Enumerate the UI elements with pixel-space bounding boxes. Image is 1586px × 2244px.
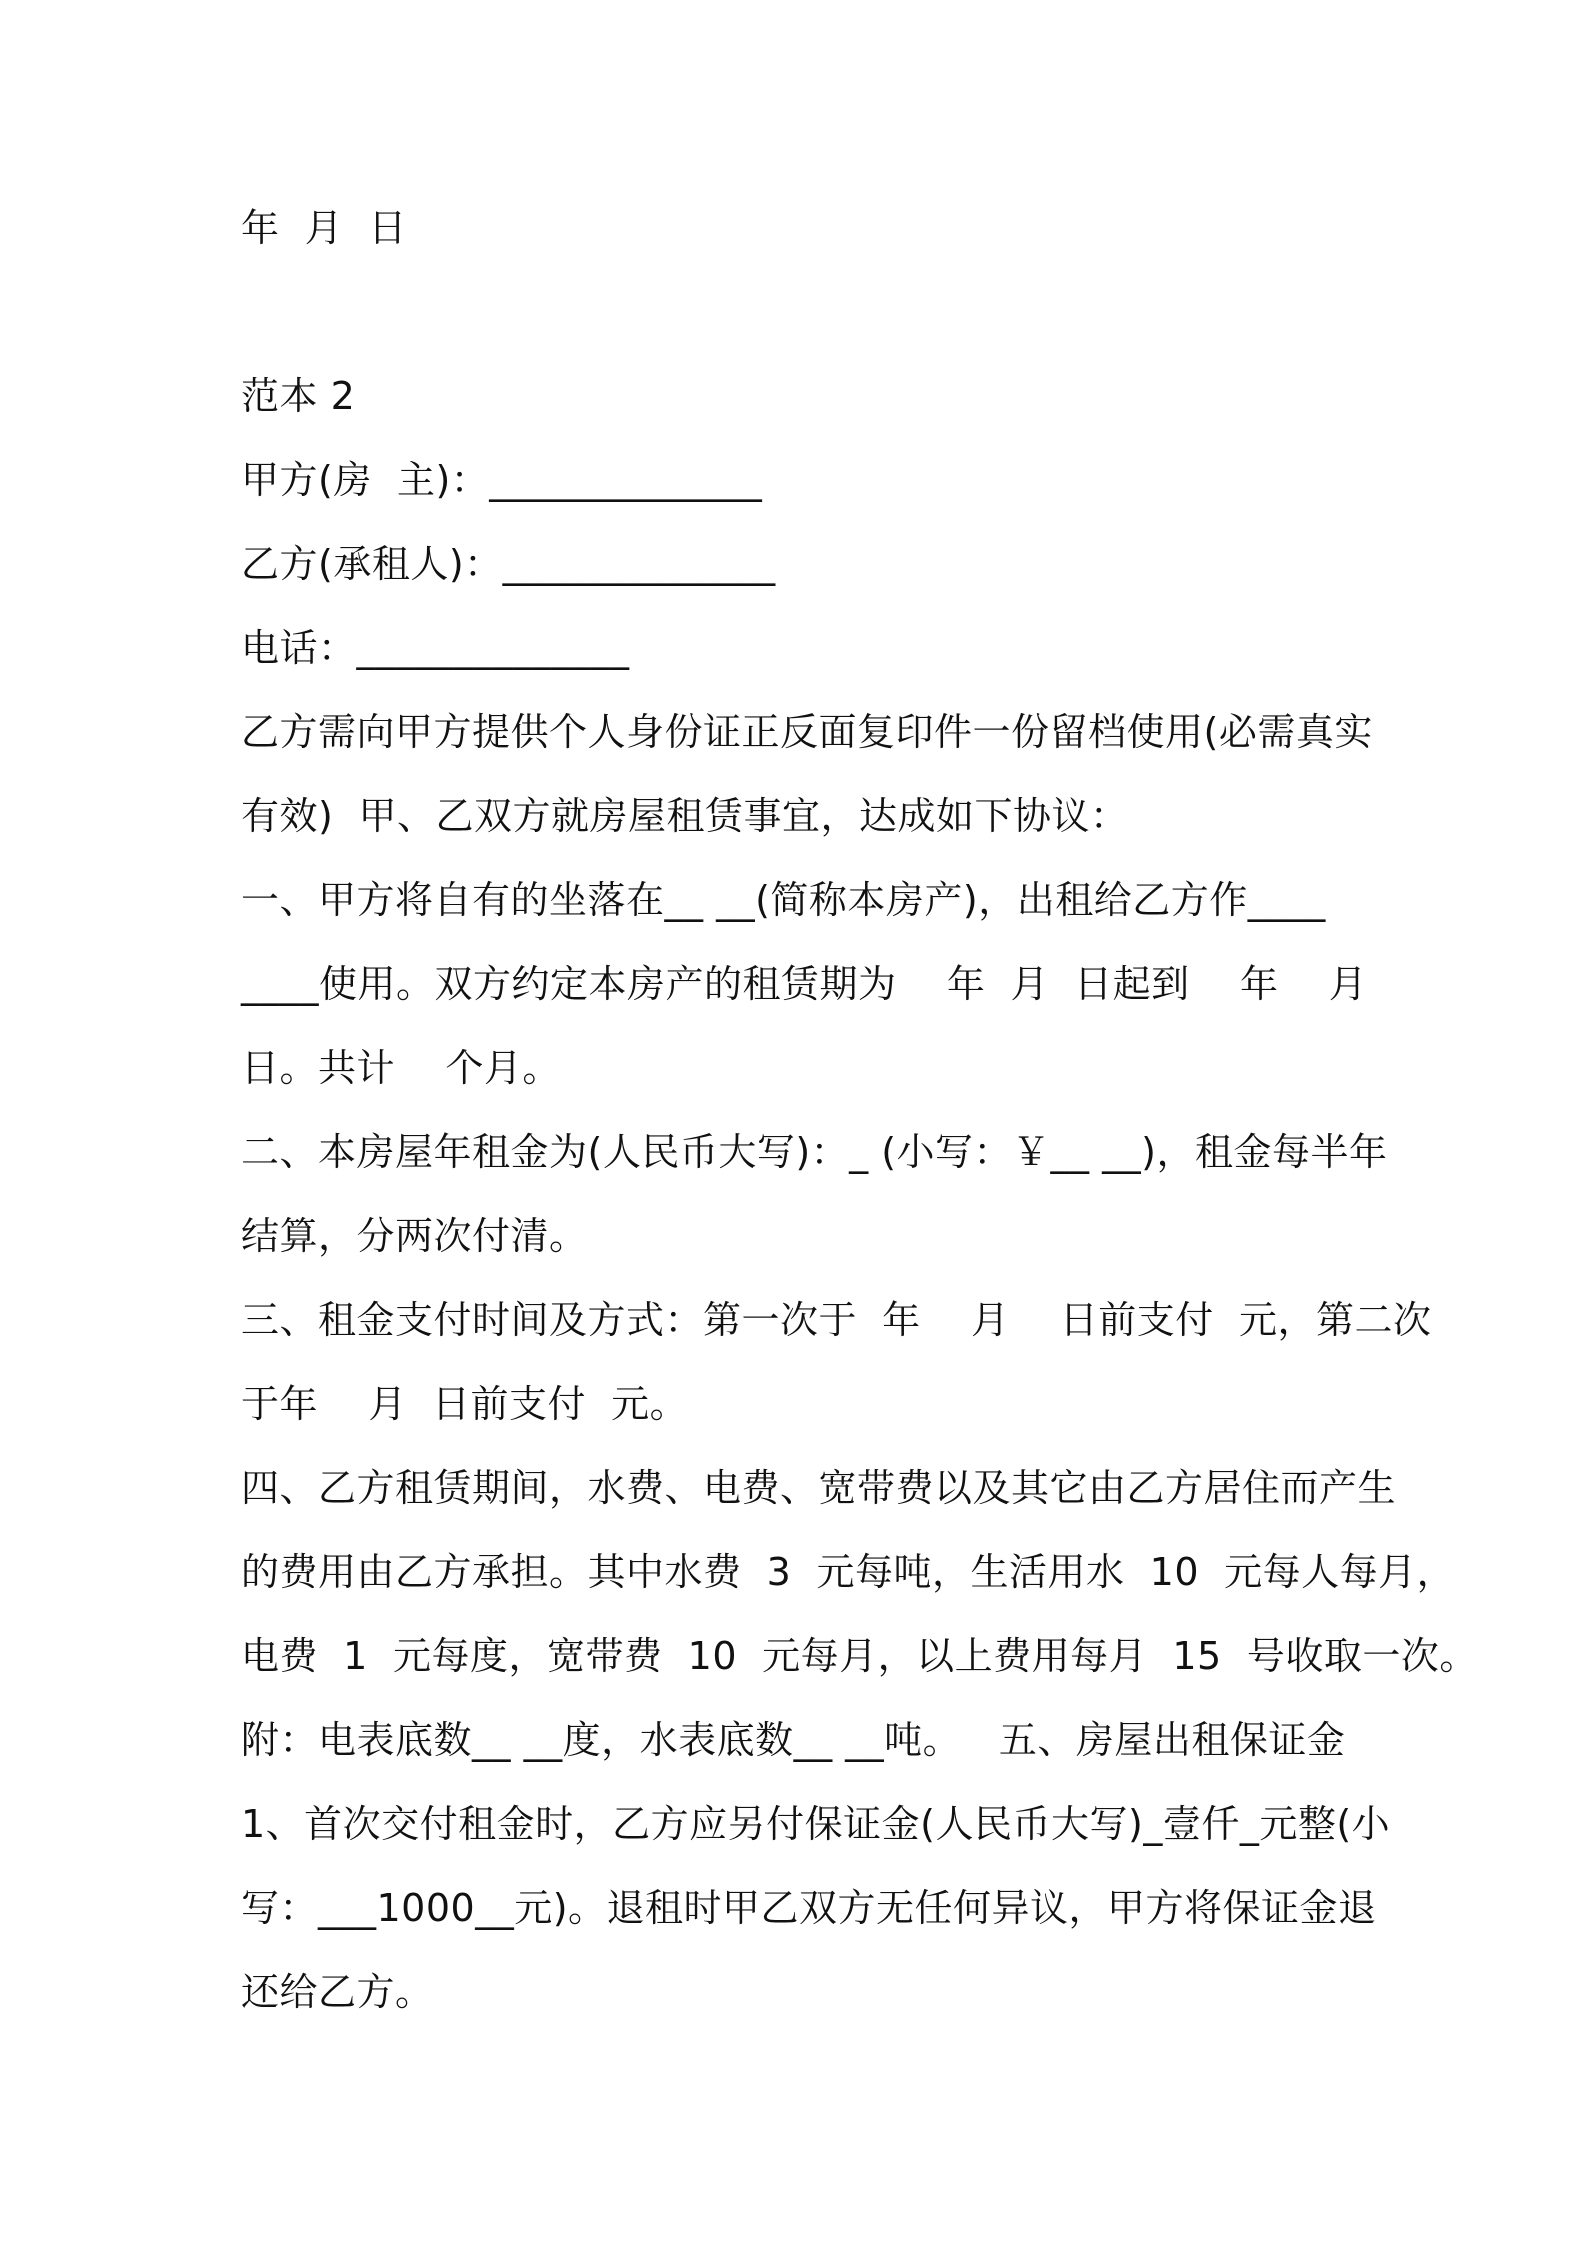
deposit-line: 还给乙方。 bbox=[241, 1970, 434, 2014]
paragraph-line: 乙方需向甲方提供个人身份证正反面复印件一份留档使用(必需真实 bbox=[241, 710, 1373, 754]
clause-4-line: 的费用由乙方承担。其中水费 3 元每吨，生活用水 10 元每人每月， bbox=[241, 1550, 1456, 1594]
clause-1-line: ____使用。双方约定本房产的租赁期为 年 月 日起到 年 月 bbox=[241, 962, 1368, 1006]
party-a-line: 甲方(房 主)：______________ bbox=[241, 458, 763, 502]
phone-line: 电话：______________ bbox=[241, 626, 630, 670]
template-title: 范本 2 bbox=[241, 374, 356, 418]
clause-1-line: 日。共计 个月。 bbox=[241, 1046, 561, 1090]
clause-3-line: 三、租金支付时间及方式：第一次于 年 月 日前支付 元，第二次 bbox=[241, 1298, 1432, 1342]
deposit-line: 写：___1000__元)。退租时甲乙双方无任何异议，甲方将保证金退 bbox=[241, 1886, 1377, 1930]
clause-3-line: 于年 月 日前支付 元。 bbox=[241, 1382, 689, 1426]
paragraph-line: 有效) 甲、乙双方就房屋租赁事宜，达成如下协议： bbox=[241, 794, 1129, 838]
deposit-line: 1、首次交付租金时，乙方应另付保证金(人民币大写)_壹仟_元整(小 bbox=[241, 1802, 1391, 1846]
date-line: 年 月 日 bbox=[241, 206, 407, 250]
meter-line: 附：电表底数__ __度，水表底数__ __吨。 五、房屋出租保证金 bbox=[241, 1718, 1346, 1762]
clause-2-line: 结算，分两次付清。 bbox=[241, 1214, 588, 1258]
clause-4-line: 四、乙方租赁期间，水费、电费、宽带费以及其它由乙方居住而产生 bbox=[241, 1466, 1397, 1510]
clause-1-line: 一、甲方将自有的坐落在__ __(简称本房产)，出租给乙方作____ bbox=[241, 878, 1326, 922]
clause-2-line: 二、本房屋年租金为(人民币大写)：_ (小写：￥__ __)，租金每半年 bbox=[241, 1130, 1388, 1174]
party-b-line: 乙方(承租人)：______________ bbox=[241, 542, 776, 586]
clause-4-line: 电费 1 元每度，宽带费 10 元每月，以上费用每月 15 号收取一次。 bbox=[241, 1634, 1478, 1678]
